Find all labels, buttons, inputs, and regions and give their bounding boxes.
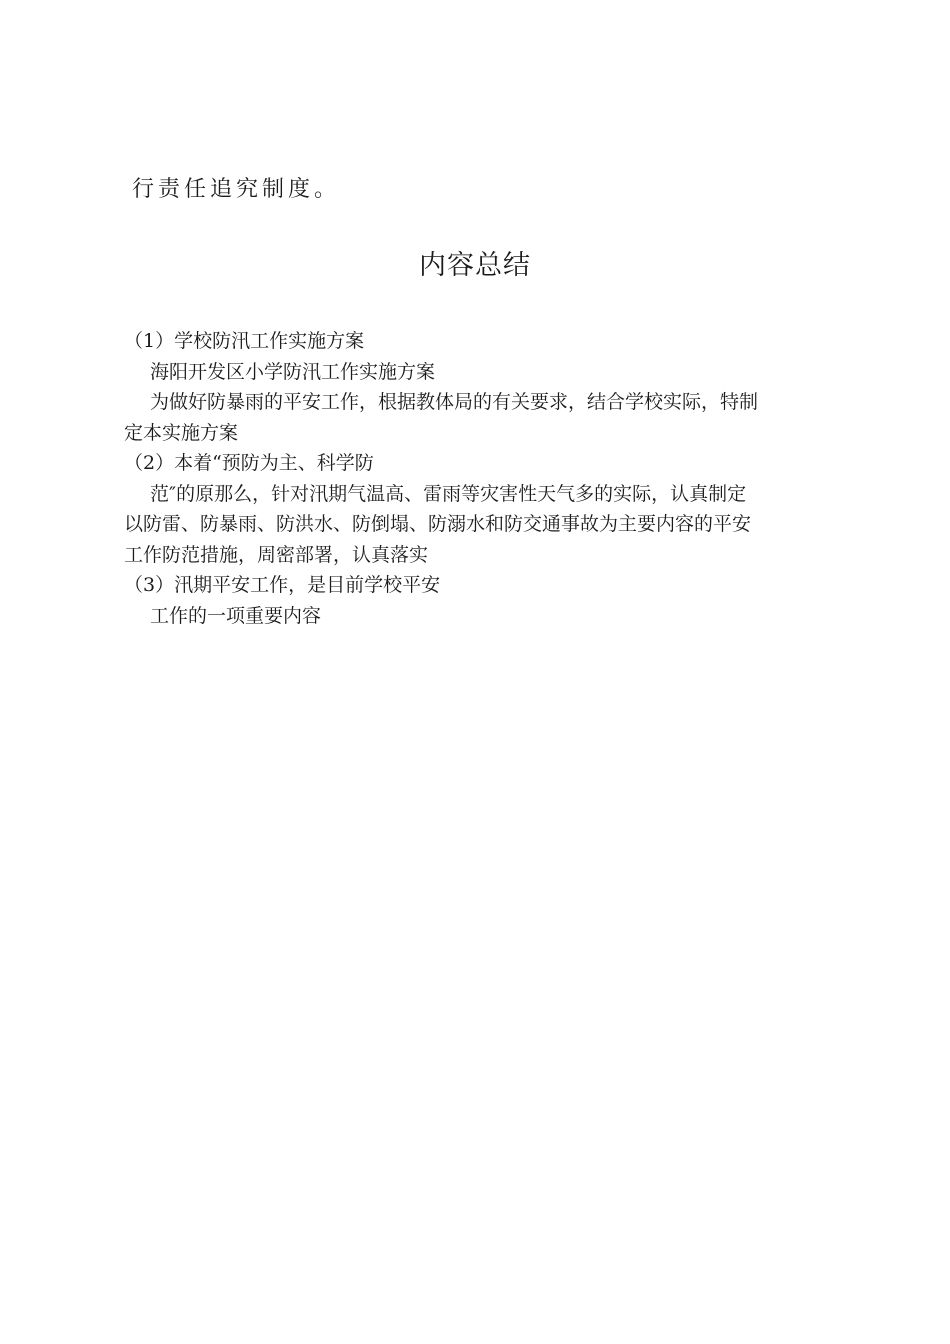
summary-line: 范″的原那么，针对汛期气温高、雷雨等灾害性天气多的实际，认真制定 bbox=[150, 482, 747, 505]
summary-line: 定本实施方案 bbox=[124, 421, 239, 444]
summary-line: （2）本着“预防为主、科学防 bbox=[124, 452, 374, 474]
summary-line: 工作防范措施，周密部署，认真落实 bbox=[124, 543, 429, 566]
continuation-text: 行责任追究制度。 bbox=[132, 177, 341, 202]
summary-line: 海阳开发区小学防汛工作实施方案 bbox=[150, 360, 436, 383]
summary-line: （1）学校防汛工作实施方案 bbox=[124, 330, 365, 352]
summary-line: 以防雷、防暴雨、防洪水、防倒塌、防溺水和防交通事故为主要内容的平安 bbox=[124, 513, 752, 535]
summary-line: （3）汛期平安工作，是目前学校平安 bbox=[124, 574, 441, 596]
summary-body bbox=[124, 326, 824, 631]
summary-title: 内容总结 bbox=[419, 250, 531, 281]
summary-line: 工作的一项重要内容 bbox=[150, 604, 322, 627]
summary-line: 为做好防暴雨的平安工作，根据教体局的有关要求，结合学校实际，特制 bbox=[150, 391, 759, 413]
